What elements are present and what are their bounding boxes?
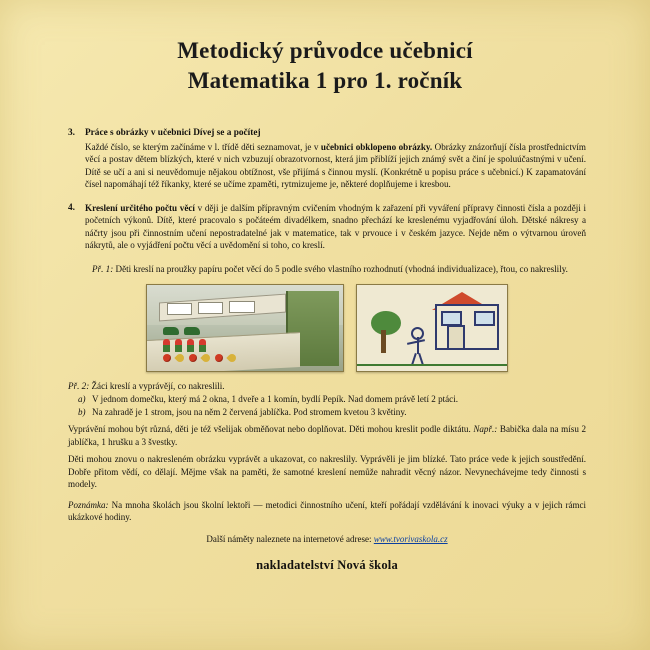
title-line-1: Metodický průvodce učebnicí (177, 38, 473, 63)
note-label: Poznámka: (68, 499, 109, 510)
flower-icon (199, 339, 206, 352)
tulip-row (163, 339, 206, 352)
numbered-item-3 (68, 127, 586, 191)
example-label: Př. 1: (92, 263, 114, 274)
child-drawing-photo (356, 284, 508, 372)
door-icon (447, 325, 465, 350)
flower-icon (175, 339, 182, 352)
item-lead: Práce s obrázky v učebnici Dívej se a počítej (85, 127, 261, 138)
apple-icon (215, 354, 223, 362)
item-number: 3. (68, 127, 75, 138)
leaf-icon (174, 353, 185, 364)
subitem-letter: b) (78, 406, 86, 417)
photo-card (229, 301, 255, 313)
apple-row (163, 354, 236, 362)
example-2 (68, 380, 586, 393)
apple-icon (189, 354, 197, 362)
leaf-icon (226, 353, 237, 364)
paragraph-after-2: Děti mohou znovu o nakresleném obrázku vyprávět a ukazovat, co nakreslily. Vyprávěli je jim blízké. Tato práce vede k jejich soustředění. Dobře přitom vědí, co dělají. Mějme však na paměti, že samotné kreslení nemůže nahradit věcný názor. Nevynechávejme tedy činnosti s modely. (68, 454, 586, 490)
subitem-b (78, 406, 586, 419)
car-icon (163, 327, 179, 335)
item-body (85, 127, 586, 191)
note-text: Na mnoha školách jsou školní lektoři — metodici činnostního učení, kteří pořádají vzdělávání k inovaci výuky a v jejich rámci ukázkové hodiny. (68, 499, 587, 523)
title-line-2: Matematika 1 pro 1. ročník (187, 68, 463, 94)
item-number: 4. (68, 202, 75, 213)
item-text: Každé číslo, se kterým začínáme v l. třídě děti seznamovat, je v učebnici obklopeno obrázky. Obrázky znázorňují čísla prostřednictvím věcí a postav dětem blízkých, které v nich vzbuzují obrazotvornost, která jim přiblíží jejich známý svět a činí je spoluúčastnými v učení. Dítě se učí a ani si neuvědomuje nějakou obtížnost, vše přijímá s činnou myslí. (Konkrétně u popisu práce s učebnicí.) K zapamatování čísel napomáhají též říkanky, které se učíme zpaměti, rytmizujeme je, některé doplňujeme i kresbou. (85, 141, 587, 190)
subitem-letter: a) (78, 394, 86, 405)
page-title (28, 36, 622, 97)
publisher-name: nakladatelství Nová škola (256, 557, 398, 572)
figure-row (68, 284, 586, 372)
subitem-a (78, 393, 586, 406)
flower-icon (187, 339, 194, 352)
item-lead: Kreslení určitého počtu věcí (85, 202, 195, 213)
subitem-text: V jednom domečku, který má 2 okna, 1 dveře a 1 komín, bydlí Pepík. Nad domem právě letí 2 ptáci. (92, 394, 459, 405)
website-link[interactable]: www.tvorivaskola.cz (373, 533, 448, 544)
numbered-item-4 (68, 202, 586, 252)
note-block (68, 499, 586, 524)
footer-link-prefix: Další náměty naleznete na internetové adrese: (206, 533, 372, 544)
example-label: Př. 2: (68, 381, 90, 392)
paragraph-after-1: Vyprávění mohou být různá, děti je též všelijak obměňovat nebo doplňovat. Děti mohou kreslit podle diktátu. Např.: Babička dala na mísu 2 jablíčka, 1 hrušku a 3 švestky. (68, 424, 587, 447)
tree-trunk (381, 330, 386, 352)
leaf-icon (200, 353, 211, 364)
example-text: Žáci kreslí a vyprávějí, co nakreslili. (91, 381, 225, 392)
item-body (85, 202, 586, 252)
footer-link-line (68, 534, 586, 544)
item-text-rest: v ději je dalším přípravným cvičením vhodným k zařazení při vyváření přípravy činnosti čísla a později i početních výkonů. Dítě, které pracovalo s počáteém divadélkem, snadno přechází ke kreslenému vyjadřování úloh. Dětské nákresy a náčrty jsou při činnostním učení nepostradatelné jak v matematice, tak v prvouce i v českém jazyce. Nejde něm o výtvarnou úroveň nákrytů, ale o vyjádření počtu věcí a uvědomění si toho, co kreslí. (85, 202, 586, 251)
ground-line (357, 364, 507, 366)
apple-icon (163, 354, 171, 362)
photo-card (167, 303, 193, 315)
window-icon (474, 311, 495, 326)
example-1 (92, 263, 586, 276)
classroom-photo (146, 284, 344, 372)
toy-car-row (163, 327, 200, 335)
example-text: Děti kreslí na proužky papíru počet věcí do 5 podle svého vlastního rozhodnutí (vhodná individualizace), řtou, co nakreslily. (115, 263, 568, 274)
flower-icon (163, 339, 170, 352)
photo-card (198, 302, 224, 314)
document-body (68, 127, 586, 573)
subitem-text: Na zahradě je 1 strom, jsou na něm 2 červená jablíčka. Pod stromem kvetou 3 květiny. (92, 406, 407, 417)
item-text (85, 202, 586, 252)
car-icon (184, 327, 200, 335)
